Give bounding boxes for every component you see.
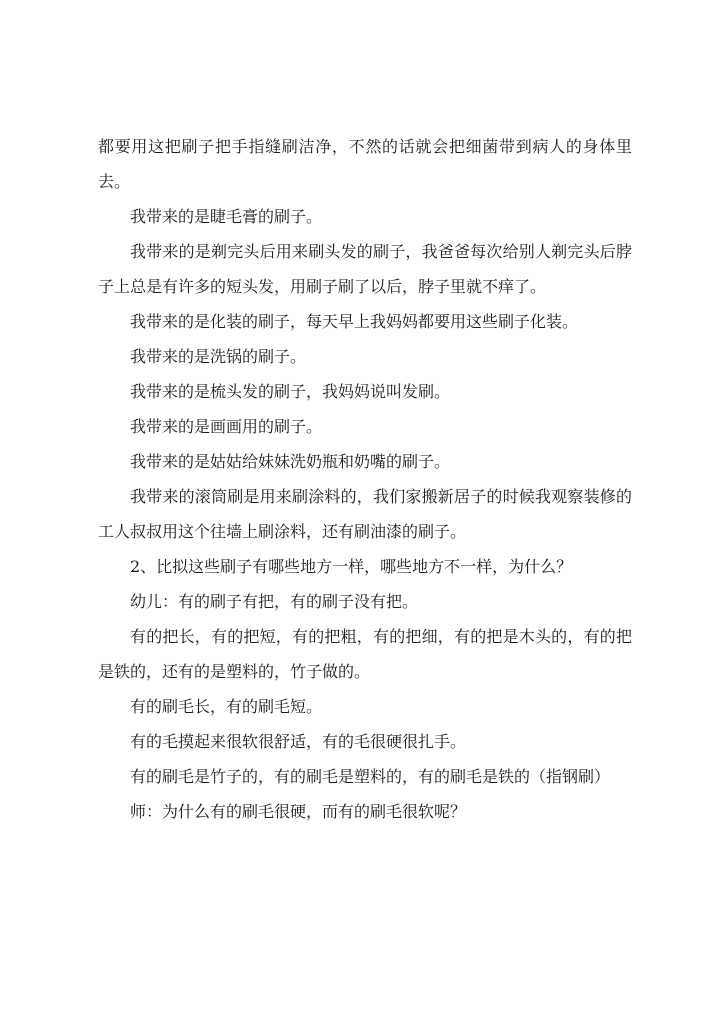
paragraph-child-answer: 幼儿：有的刷子有把，有的刷子没有把。	[130, 592, 419, 611]
paragraph-barber-brush: 我带来的是剃完头后用来刷头发的刷子，我爸爸每次给别人剃完头后脖子上总是有许多的短头发，用刷子刷了以后，脖子里就不痒了。	[98, 242, 632, 296]
paragraph-bristle-material: 有的刷毛是竹子的，有的刷毛是塑料的，有的刷毛是铁的（指钢刷）	[130, 767, 611, 786]
paragraph-compare-question: 2、比拟这些刷子有哪些地方一样，哪些地方不一样，为什么？	[130, 557, 573, 576]
paragraph-mascara-brush: 我带来的是睫毛膏的刷子。	[130, 207, 323, 226]
paragraph-continued: 都要用这把刷子把手指缝刷洁净，不然的话就会把细菌带到病人的身体里去。	[98, 137, 632, 191]
paragraph-makeup-brush: 我带来的是化装的刷子，每天早上我妈妈都要用这些刷子化装。	[130, 312, 579, 331]
document-body	[98, 129, 632, 829]
paragraph-pot-brush: 我带来的是洗锅的刷子。	[130, 347, 307, 366]
paragraph-bottle-brush: 我带来的是姑姑给妹妹洗奶瓶和奶嘴的刷子。	[130, 452, 451, 471]
paragraph-bristle-length: 有的刷毛长，有的刷毛短。	[130, 697, 323, 716]
paragraph-hair-brush: 我带来的是梳头发的刷子，我妈妈说叫发刷。	[130, 382, 451, 401]
paragraph-handle-types: 有的把长，有的把短，有的把粗，有的把细，有的把是木头的，有的把是铁的，还有的是塑料的，竹子做的。	[98, 627, 632, 681]
paragraph-paint-brush: 我带来的是画画用的刷子。	[130, 417, 323, 436]
paragraph-bristle-feel: 有的毛摸起来很软很舒适，有的毛很硬很扎手。	[130, 732, 467, 751]
paragraph-teacher-question: 师：为什么有的刷毛很硬，而有的刷毛很软呢？	[130, 802, 467, 821]
paragraph-roller-brush: 我带来的滚筒刷是用来刷涂料的，我们家搬新居子的时候我观察装修的工人叔叔用这个往墙上刷涂料，还有刷油漆的刷子。	[98, 487, 632, 541]
